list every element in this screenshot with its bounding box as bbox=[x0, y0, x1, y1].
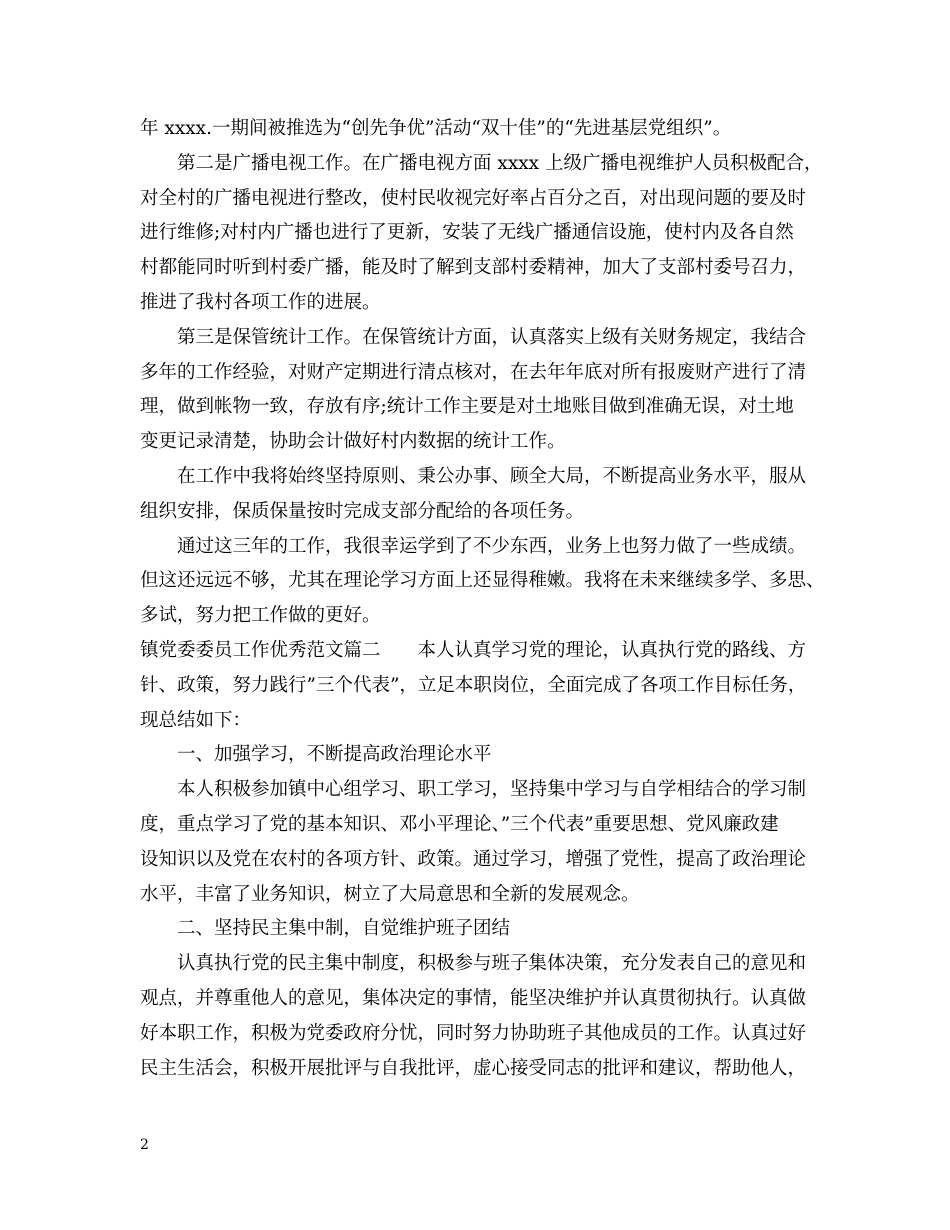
text-line: 一、加强学习，不断提高政治理论水平 bbox=[177, 744, 492, 766]
text-line: 设知识以及党在农村的各项方针、政策。通过学习，增强了党性，提高了政治理论 bbox=[140, 848, 807, 870]
text-line: 二、坚持民主集中制，自觉维护班子团结 bbox=[177, 918, 511, 940]
text-line: 进行维修;对村内广播也进行了更新，安装了无线广播通信设施，使村内及各自然 bbox=[140, 222, 794, 244]
text-line: 本人积极参加镇中心组学习、职工学习，坚持集中学习与自学相结合的学习制 bbox=[177, 779, 807, 801]
text-line: 但这还远远不够，尤其在理论学习方面上还显得稚嫩。我将在未来继续多学、多思、 bbox=[140, 570, 825, 592]
text-line: 年 xxxx.一期间被推选为“创先争优”活动“双十佳”的“先进基层党组织”。 bbox=[140, 118, 732, 139]
text-line: 在工作中我将始终坚持原则、秉公办事、顾全大局，不断提高业务水平，服从 bbox=[177, 465, 807, 487]
text-line: 变更记录清楚，协助会计做好村内数据的统计工作。 bbox=[140, 431, 566, 453]
text-line: 多年的工作经验，对财产定期进行清点核对，在去年年底对所有报废财产进行了清 bbox=[140, 361, 807, 383]
text-line: 观点，并尊重他人的意见，集体决定的事情，能坚决维护并认真贯彻执行。认真做 bbox=[140, 987, 807, 1009]
text-line: 第三是保管统计工作。在保管统计方面，认真落实上级有关财务规定，我结合 bbox=[177, 326, 807, 348]
text-line: 第二是广播电视工作。在广播电视方面 xxxx 上级广播电视维护人员积极配合， bbox=[177, 152, 823, 174]
document-body bbox=[140, 112, 830, 1086]
text-line: 好本职工作，积极为党委政府分忧，同时努力协助班子其他成员的工作。认真过好 bbox=[140, 1022, 807, 1044]
text-line: 针、政策，努力践行”三个代表”，立足本职岗位，全面完成了各项工作目标任务， bbox=[140, 674, 807, 696]
text-line: 度，重点学习了党的基本知识、邓小平理论、”三个代表”重要思想、党风廉政建 bbox=[140, 813, 779, 835]
text-line: 对全村的广播电视进行整改，使村民收视完好率占百分之百，对出现问题的要及时 bbox=[140, 187, 807, 209]
text-line: 村都能同时听到村委广播，能及时了解到支部村委精神，加大了支部村委号召力， bbox=[140, 257, 807, 279]
text-line: 通过这三年的工作，我很幸运学到了不少东西，业务上也努力做了一些成绩。 bbox=[177, 535, 807, 557]
text-line: 民主生活会，积极开展批评与自我批评，虚心接受同志的批评和建议，帮助他人， bbox=[140, 1057, 807, 1079]
text-line: 组织安排，保质保量按时完成支部分配给的各项任务。 bbox=[140, 500, 585, 522]
text-line: 现总结如下： bbox=[140, 709, 252, 731]
text-line: 水平，丰富了业务知识，树立了大局意思和全新的发展观念。 bbox=[140, 883, 640, 905]
text-line: 推进了我村各项工作的进展。 bbox=[140, 291, 381, 313]
page-number: 2 bbox=[140, 1137, 149, 1153]
text-line: 理，做到帐物一致，存放有序;统计工作主要是对土地账目做到准确无误，对土地 bbox=[140, 396, 794, 418]
text-line: 多试，努力把工作做的更好。 bbox=[140, 605, 381, 627]
text-line: 认真执行党的民主集中制度，积极参与班子集体决策，充分发表自己的意见和 bbox=[177, 953, 807, 975]
text-line: 镇党委委员工作优秀范文篇二 本人认真学习党的理论，认真执行党的路线、方 bbox=[140, 639, 807, 661]
